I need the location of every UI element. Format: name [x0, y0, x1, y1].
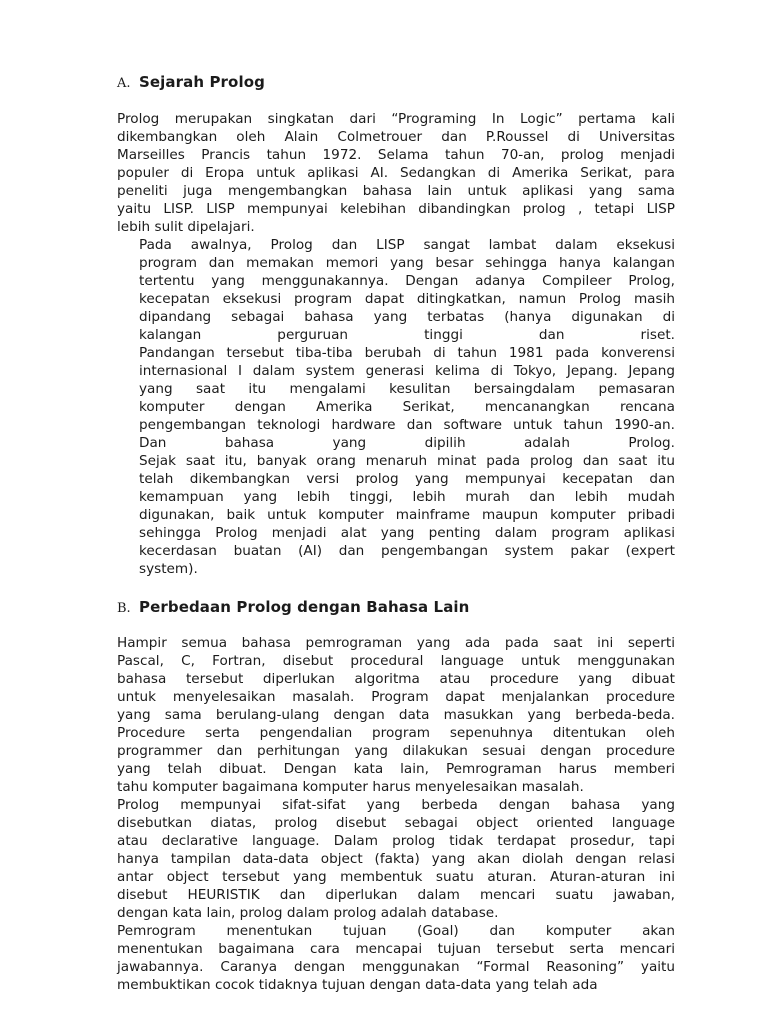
section-a-heading: [117, 73, 265, 91]
text-line: disebut HEURISTIK dan diperlukan dalam mencari suatu jawaban,: [117, 887, 675, 903]
section-a-letter: A.: [117, 76, 131, 91]
paragraph: [117, 110, 675, 236]
paragraph: [117, 796, 675, 922]
text-line: program dan memakan memori yang besar sehingga hanya kalangan: [139, 255, 675, 271]
section-b-heading: [117, 598, 469, 616]
text-line: jawabannya. Caranya dengan menggunakan “Formal Reasoning” yaitu: [117, 959, 675, 975]
text-line: Pada awalnya, Prolog dan LISP sangat lambat dalam eksekusi: [139, 237, 675, 253]
text-line: Marseilles Prancis tahun 1972. Selama tahun 70-an, prolog menjadi: [117, 147, 675, 163]
section-b-title: Perbedaan Prolog dengan Bahasa Lain: [139, 598, 470, 616]
text-line: bahasa tersebut diperlukan algoritma atau procedure yang dibuat: [117, 671, 675, 687]
text-line: sehingga Prolog menjadi alat yang penting dalam program aplikasi: [139, 525, 675, 541]
text-line: kemampuan yang lebih tinggi, lebih murah dan lebih mudah: [139, 489, 675, 505]
text-line: programmer dan perhitungan yang dilakukan sesuai dengan procedure: [117, 743, 675, 759]
text-line: tertentu yang menggunakannya. Dengan adanya Compileer Prolog,: [139, 273, 675, 289]
text-line: Dan bahasa yang dipilih adalah Prolog.: [139, 435, 675, 451]
text-line: dikembangkan oleh Alain Colmetrouer dan P.Roussel di Universitas: [117, 129, 675, 145]
text-line: antar object tersebut yang membentuk suatu aturan. Aturan-aturan ini: [117, 869, 675, 885]
text-line: pengembangan teknologi hardware dan software untuk tahun 1990-an.: [139, 417, 675, 433]
text-line: komputer dengan Amerika Serikat, mencanangkan rencana: [139, 399, 675, 415]
text-line: dipandang sebagai bahasa yang terbatas (hanya digunakan di: [139, 309, 675, 325]
text-line: Pemrogram menentukan tujuan (Goal) dan komputer akan: [117, 923, 675, 939]
text-line: yaitu LISP. LISP mempunyai kelebihan dibandingkan prolog , tetapi LISP: [117, 201, 675, 217]
text-line: yang sama berulang-ulang dengan data masukkan yang berbeda-beda.: [117, 707, 675, 723]
text-line: Hampir semua bahasa pemrograman yang ada pada saat ini seperti: [117, 635, 675, 651]
text-line: Pandangan tersebut tiba-tiba berubah di tahun 1981 pada konverensi: [139, 345, 675, 361]
text-line: Prolog merupakan singkatan dari “Programing In Logic” pertama kali: [117, 111, 675, 127]
paragraph: [117, 922, 675, 994]
text-line: untuk menyelesaikan masalah. Program dapat menjalankan procedure: [117, 689, 675, 705]
text-line: tahu komputer bagaimana komputer harus menyelesaikan masalah.: [117, 779, 584, 795]
section-a-title: Sejarah Prolog: [139, 73, 265, 91]
text-line: internasional I dalam system generasi kelima di Tokyo, Jepang. Jepang: [139, 363, 675, 379]
text-line: yang saat itu mengalami kesulitan bersaingdalam pemasaran: [139, 381, 675, 397]
text-line: Sejak saat itu, banyak orang menaruh minat pada prolog dan saat itu: [139, 453, 675, 469]
text-line: kalangan perguruan tinggi dan riset.: [139, 327, 675, 343]
text-line: membuktikan cocok tidaknya tujuan dengan data-data yang telah ada: [117, 977, 598, 993]
text-line: dengan kata lain, prolog dalam prolog adalah database.: [117, 905, 499, 921]
text-line: system).: [139, 561, 198, 577]
text-line: kecerdasan buatan (AI) dan pengembangan system pakar (expert: [139, 543, 675, 559]
section-b-body: [117, 634, 675, 994]
text-line: populer di Eropa untuk aplikasi AI. Sedangkan di Amerika Serikat, para: [117, 165, 675, 181]
text-line: yang telah dibuat. Dengan kata lain, Pemrograman harus memberi: [117, 761, 675, 777]
text-line: lebih sulit dipelajari.: [117, 219, 255, 235]
paragraph: [117, 236, 675, 578]
text-line: Pascal, C, Fortran, disebut procedural language untuk menggunakan: [117, 653, 675, 669]
text-line: hanya tampilan data-data object (fakta) yang akan diolah dengan relasi: [117, 851, 675, 867]
text-line: Procedure serta pengendalian program sepenuhnya ditentukan oleh: [117, 725, 675, 741]
text-line: kecepatan eksekusi program dapat ditingkatkan, namun Prolog masih: [139, 291, 675, 307]
section-a-body: [117, 110, 675, 578]
paragraph: [117, 634, 675, 796]
text-line: digunakan, baik untuk komputer mainframe maupun komputer pribadi: [139, 507, 675, 523]
text-line: peneliti juga mengembangkan bahasa lain untuk aplikasi yang sama: [117, 183, 675, 199]
section-b-letter: B.: [117, 601, 131, 616]
text-line: telah dikembangkan versi prolog yang mempunyai kecepatan dan: [139, 471, 675, 487]
text-line: Prolog mempunyai sifat-sifat yang berbeda dengan bahasa yang: [117, 797, 675, 813]
text-line: disebutkan diatas, prolog disebut sebagai object oriented language: [117, 815, 675, 831]
text-line: atau declarative language. Dalam prolog tidak terdapat prosedur, tapi: [117, 833, 675, 849]
text-line: menentukan bagaimana cara mencapai tujuan tersebut serta mencari: [117, 941, 675, 957]
